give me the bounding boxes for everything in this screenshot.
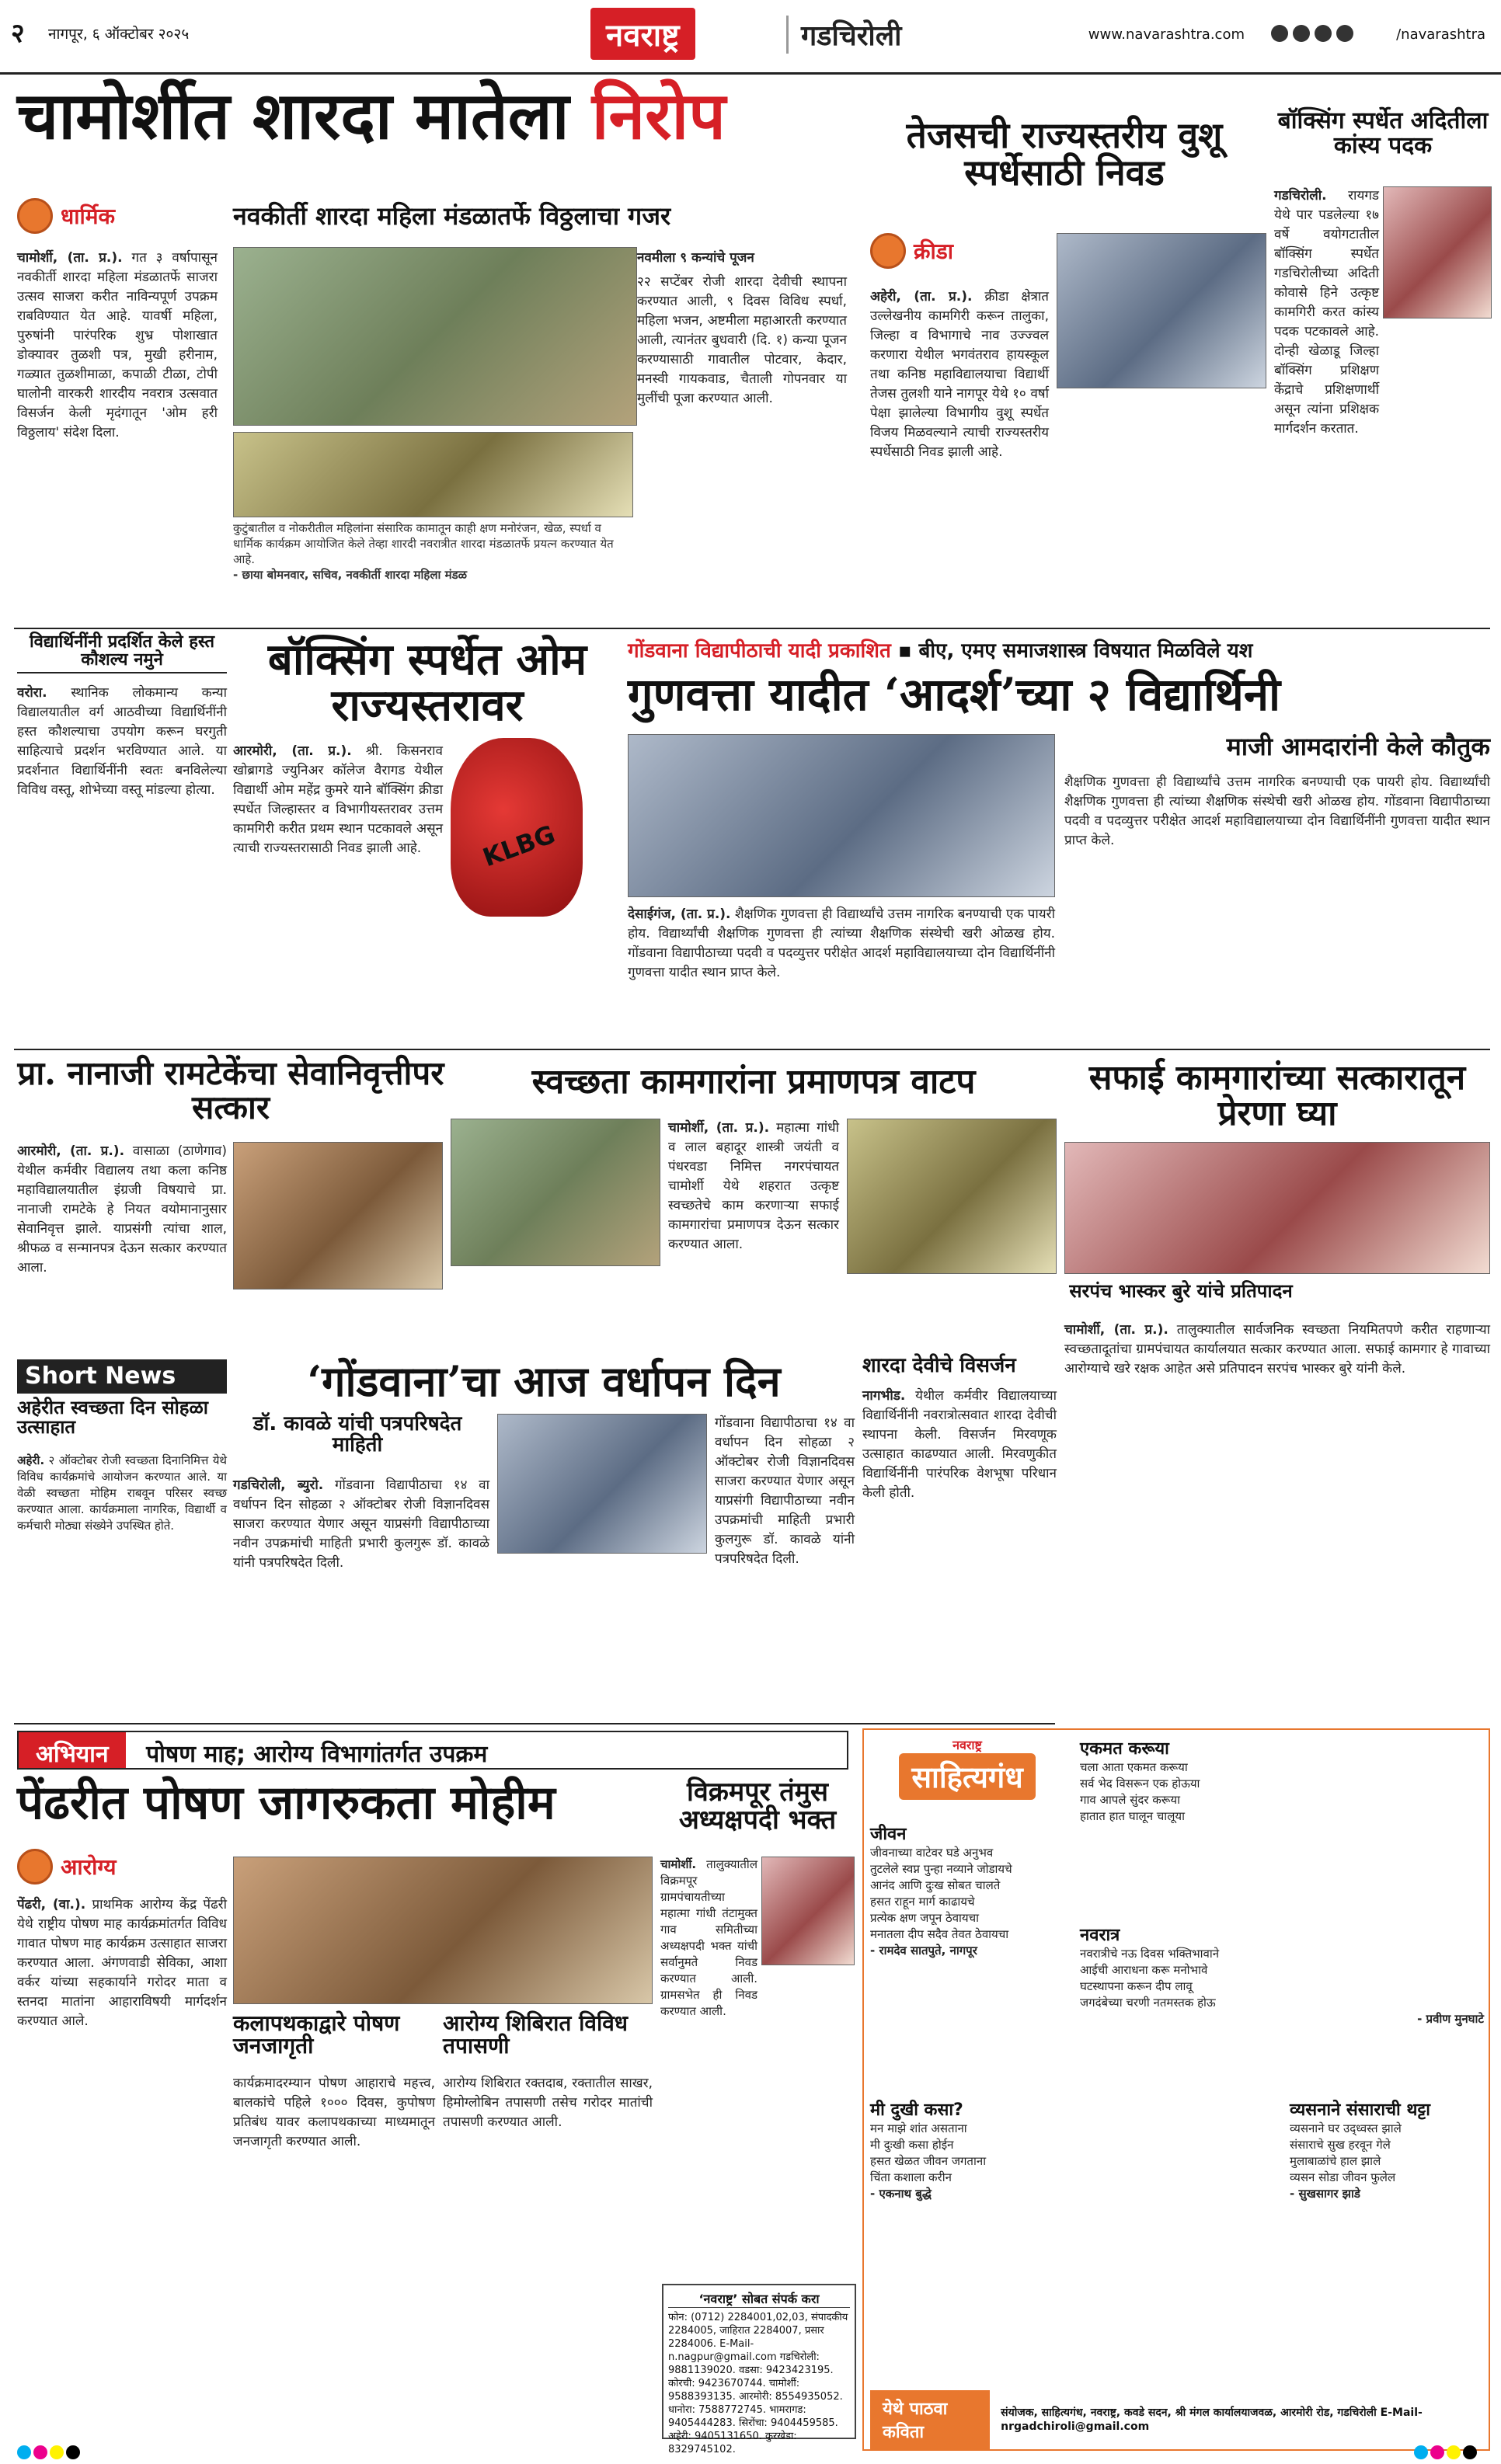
registration-marks — [17, 2445, 82, 2462]
bhakt-photo — [761, 1857, 855, 1965]
sharada-quote: कुटुंबातील व नोकरीतील महिलांना संसारिक कामातून काही क्षण मनोरंजन, खेळ, स्पर्धा व धार्मिक कार्यक्रम आयोजित केले तेव्हा शारदी नवरात्रीत शारदा मंडळातर्फे प्रयत्न करण्यात येत आहे. - छाया बोमनवार, सचिव, नवकीर्ती शारदा महिला मंडळ — [233, 521, 614, 582]
visarjan-body: नागभीड. येथील कर्मवीर विद्यालयाच्या विद्यार्थिनींनी नवरात्रोत्सवात शारदा देवीची स्थापना केली. विसर्जन मिरवणूक उत्साहात काढण्यात आली. मिरवणुकीत विद्यार्थिनींनी पारंपरिक वेशभूषा परिधान केली होती. — [862, 1388, 1057, 1501]
social-handle: /navarashtra — [1396, 26, 1485, 43]
glove-text: KLBG — [479, 819, 559, 873]
swachhata-photo-1 — [451, 1119, 660, 1266]
bhakt-body: चामोर्शी. तालुक्यातील विक्रमपूर ग्रामपंचायतीच्या महात्मा गांधी तंटामुक्त गाव समितीच्या अध्यक्षपदी भक्त यांची सर्वानुमते निवड करण्यात आली. ग्रामसभेत ही निवड करण्यात आली. — [660, 1857, 757, 2018]
poem-3: नवरात्र नवरात्रीचे नऊ दिवस भक्तिभावाने आईची आराधना करू मनोभावे घटस्थापना करून दीप लावू जगदंबेच्या चरणी नतमस्तक होऊ - प्रवीण मुनघाटे — [1080, 1926, 1484, 2026]
send-label: येथे पाठवा कविता — [870, 2390, 990, 2449]
ramteke-headline: प्रा. नानाजी रामटेकेंचा सेवानिवृत्तीपर सत्कार — [17, 1054, 444, 1127]
safai-caption: सरपंच भास्कर बुरे यांचे प्रतिपादन — [1069, 1280, 1293, 1302]
registration-marks-right — [1414, 2445, 1479, 2462]
gondwana-day-body: गडचिरोली, ब्युरो. गोंडवाना विद्यापीठाचा १४ वा वर्धापन दिन सोहळा २ ऑक्टोबर रोजी विज्ञानदिवस साजरा करण्यात येणार असून याप्रसंगी विद्यापीठाच्या नवीन उपक्रमांची माहिती प्रभारी कुलगुरू डॉ. कावळे यांनी पत्रपरिषदेत दिली. — [233, 1477, 490, 1571]
safai-photo — [1064, 1142, 1490, 1274]
visarjan-heading: शारदा देवीचे विसर्जन — [862, 1354, 1016, 1377]
sharada-subhead: नवकीर्ती शारदा महिला मंडळातर्फे विठ्ठलाचा गजर — [233, 201, 671, 231]
gondwana-body: देसाईगंज, (ता. प्र.). शैक्षणिक गुणवत्ता ही विद्यार्थ्यांचे उत्तम नागरिक बनण्याची एक पायरी होय. विद्यार्थ्यांची शैक्षणिक गुणवत्ता ही त्यांच्या शैक्षणिक संस्थेची खरी ओळख होय. गोंडवाना विद्यापीठाच्या पदवी व पदव्युत्तर परीक्षेत आदर्श महाविद्यालयाच्या दोन विद्यार्थिनींनी गुणवत्ता यादीत स्थान प्राप्त केले. — [628, 907, 1056, 980]
om-headline: बॉक्सिंग स्पर्धेत ओम राज्यस्तरावर — [267, 634, 587, 731]
gondwana-photo — [628, 734, 1055, 897]
divider — [14, 1049, 1490, 1050]
sahitya-label: साहित्यगंध — [899, 1753, 1035, 1800]
safai-headline: सफाई कामगारांच्या सत्कारातून प्रेरणा घ्या — [1088, 1058, 1466, 1134]
abhiyan-sub2: आरोग्य शिबिरात विविध तपासणी — [443, 2010, 628, 2059]
date-line: नागपूर, ६ ऑक्टोबर २०२५ — [48, 26, 190, 43]
side-body: वरोरा. स्थानिक लोकमान्य कन्या विद्यालयातील वर्ग आठवीच्या विद्यार्थिनींनी हस्त कौशल्याचा उपयोग करून घरगुती साहित्याचे प्रदर्शन भरविण्यात आले. या प्रदर्शनात विद्यार्थिनींनी स्वतः बनविलेल्या विविध वस्तू, शोभेच्या वस्तू मांडल्या होत्या. — [17, 685, 227, 798]
gondwana-day-photo — [497, 1414, 707, 1554]
health-icon — [17, 1849, 53, 1885]
abhiyan-bar — [17, 1731, 848, 1770]
gondwana-body-right: शैक्षणिक गुणवत्ता ही विद्यार्थ्यांचे उत्तम नागरिक बनण्याची एक पायरी होय. विद्यार्थ्यांची शैक्षणिक गुणवत्ता ही त्यांच्या शैक्षणिक संस्थेची खरी ओळख होय. गोंडवाना विद्यापीठाच्या पदवी व पदव्युत्तर परीक्षेत आदर्श महाविद्यालयाच्या दोन विद्यार्थिनींनी गुणवत्ता यादीत स्थान प्राप्त केले. — [1064, 774, 1490, 848]
brand-logo: नवराष्ट्र — [590, 8, 695, 60]
aditi-body: गडचिरोली. रायगड येथे पार पडलेल्या १७ वर्षे वयोगटातील बॉक्सिंग स्पर्धेत गडचिरोलीच्या अदिती कोवासे हिने उत्कृष्ट कामगिरी करत कांस्य पदक पटकावले आहे. दोन्ही खेळाडू जिल्हा बॉक्सिंग प्रशिक्षण केंद्राचे प्रशिक्षणार्थी असून त्यांना प्रशिक्षक मार्गदर्शन करतात. — [1274, 188, 1379, 437]
gondwana-headline: गुणवत्ता यादीत ‘आदर्श’च्या २ विद्यार्थिनी — [628, 668, 1281, 721]
sport-icon — [870, 233, 906, 269]
facebook-icon[interactable] — [1271, 25, 1288, 42]
aditi-headline: बॉक्सिंग स्पर्धेत अदितीला कांस्य पदक — [1277, 107, 1489, 159]
safai-body: चामोर्शी, (ता. प्र.). तालुक्यातील सार्वजनिक स्वच्छता नियमितपणे करीत राहणाऱ्या स्वच्छतादूतांचा ग्रामपंचायत कार्यालयात सत्कार करण्यात आला. सफाई कामगार हे गावाच्या आरोग्याचे खरे रक्षक आहेत असे प्रतिपादन सरपंच भास्कर बुरे यांनी केले. — [1064, 1322, 1490, 1376]
wushu-body: अहेरी, (ता. प्र.). क्रीडा क्षेत्रात उल्लेखनीय कामगिरी करून तालुका, जिल्हा व विभागाचे नाव उज्ज्वल करणारा येथील भगवंतराव हायस्कूल तथा कनिष्ठ महाविद्यालयाचा विद्यार्थी तेजस तुलशी याने नागपूर येथे १० वर्षा पेक्षा झालेल्या विभागीय वुशू स्पर्धेत विजय मिळवल्याने त्याची राज्यस्तरीय स्पर्धेसाठी निवड झाली आहे. — [870, 289, 1049, 460]
gondwana-subhead: माजी आमदारांनी केले कौतुक — [1226, 732, 1490, 761]
page-number: २ — [11, 18, 25, 49]
wushu-headline: तेजसची राज्यस्तरीय वुशू स्पर्धेसाठी निवड — [906, 114, 1223, 194]
gondwana-kicker-tail: बीए, एमए समाजशास्त्र विषयात मिळविले यश — [918, 639, 1253, 663]
contact-body: फोन: (0712) 2284001,02,03, संपादकीय 2284005, जाहिरात 2284007, प्रसार 2284006. E-Mail-n.nagpur@gmail.com गडचिरोली: 9881139020. वडसा: 9423423195. कोरची: 9423670744. चामोर्शी: 9588393135. आरमोरी: 8554935052. धानोरा: 7588772745. भामरागड: 9405444283. सिरोंचा: 9404459585. अहेरी: 9405131650. कुरखेडा: 8329745102. — [668, 2312, 848, 2455]
poem-1: जीवन जीवनाच्या वाटेवर घडे अनुभव तुटलेले स्वप्न पुन्हा नव्याने जोडायचे आनंद आणि दुःख सोबत चालते हसत राहून मार्ग काढायचे प्रत्येक क्षण जपून ठेवायचा मनातला दीप सदैव तेवत ठेवायचा - रामदेव सातपुते, नागपूर — [870, 1825, 1012, 1958]
category-dharmik: धार्मिक — [17, 198, 115, 234]
swachhata-body: चामोर्शी, (ता. प्र.). महात्मा गांधी व लाल बहादूर शास्त्री जयंती व पंधरवडा निमित्त नगरपंचायत चामोर्शी येथे शहरात उत्कृष्ट स्वच्छतेचे काम करणाऱ्या सफाई कामगारांचा प्रमाणपत्र देऊन सत्कार करण्यात आला. — [668, 1120, 839, 1252]
abhiyan-sub1: कलापथकाद्वारे पोषण जनजागृती — [233, 2010, 400, 2059]
bhakt-headline: विक्रमपूर तंमुस अध्यक्षपदी भक्त — [678, 1777, 837, 1836]
boxing-glove-image — [451, 738, 583, 917]
gondwana-day-body-right: गोंडवाना विद्यापीठाचा १४ वा वर्धापन दिन सोहळा २ ऑक्टोबर रोजी विज्ञानदिवस साजरा करण्यात येणार असून याप्रसंगी विद्यापीठाच्या नवीन उपक्रमांची माहिती प्रभारी कुलगुरू डॉ. कावळे यांनी पत्रपरिषदेत दिली. — [715, 1415, 855, 1567]
sharada-photo-1 — [233, 247, 637, 426]
poem-2: एकमत करूया चला आता एकमत करूया सर्व भेद विसरून एक होऊया गाव आपले सुंदर करूया हातात हात घालून चालूया — [1080, 1739, 1200, 1823]
abhiyan-label: अभियान — [19, 1732, 126, 1768]
instagram-icon[interactable] — [1293, 25, 1310, 42]
navami-heading: नवमीला ९ कन्यांचे पूजन — [637, 250, 754, 266]
sahitya-kicker: नवराष्ट्र — [952, 1738, 982, 1752]
gondwana-day-subhead: डॉ. कावळे यांची पत्रपरिषदेत माहिती — [252, 1412, 462, 1457]
divider — [14, 1723, 1055, 1724]
social-icons — [1271, 25, 1353, 42]
side-heading: विद्यार्थिनींनी प्रदर्शित केले हस्त कौशल्य नमुने — [17, 633, 227, 673]
masthead — [0, 0, 1501, 75]
divider — [14, 628, 1490, 629]
poem-5: व्यसनाने संसाराची थट्टा व्यसनाने घर उद्ध्वस्त झाले संसाराचे सुख हरवून गेले मुलाबाळांचे हाल झाले व्यसन सोडा जीवन फुलेल - सुखसागर झाडे — [1290, 2100, 1430, 2201]
edition-name: गडचिरोली — [786, 16, 902, 54]
contact-box — [662, 2284, 856, 2455]
send-poem-bar — [870, 2396, 1484, 2443]
swachhata-photo-2 — [847, 1119, 1057, 1274]
gondwana-kicker-row: गोंडवाना विद्यापीठाची यादी प्रकाशित ▪ बीए, एमए समाजशास्त्र विषयात मिळविले यश — [628, 639, 1253, 663]
gondwana-kicker: गोंडवाना विद्यापीठाची यादी प्रकाशित — [628, 639, 891, 663]
navami-story: नवमीला ९ कन्यांचे पूजन २२ सप्टेंबर रोजी शारदा देवीची स्थापना करण्यात आली, ९ दिवस विविध स्पर्धा, महिला भजन, अष्टमीला महाआरती करण्यात आली, त्यानंतर बुधवारी (दि. १) कन्या पूजन करण्यासाठी गावातील पोटवार, केदार, मनस्वी गायकवाड, चैताली गोपनवार या मुलींची पूजा करण्यात आली. — [637, 250, 847, 406]
poem-4: मी दुखी कसा? मन माझे शांत असताना मी दुःखी कसा होईन हसत खेळत जीवन जगताना चिंता कशाला करीन - एकनाथ बुद्धे — [870, 2100, 987, 2201]
ramteke-photo — [233, 1142, 443, 1289]
short-news-label: Short News — [17, 1359, 227, 1394]
twitter-icon[interactable] — [1315, 25, 1332, 42]
aditi-photo — [1383, 186, 1492, 318]
abhiyan-photo — [233, 1857, 653, 2004]
abhiyan-headline: पेंढरीत पोषण जागरुकता मोहीम — [17, 1776, 555, 1830]
abhiyan-body: पेंढरी, (वा.). प्राथमिक आरोग्य केंद्र पेंढरी येथे राष्ट्रीय पोषण माह कार्यक्रमांतर्गत विविध गावात पोषण माह कार्यक्रम उत्साहात साजरा करण्यात आला. अंगणवाडी सेविका, आशा वर्कर यांच्या सहकार्याने गरोदर माता व स्तनदा मातांना आहाराविषयी मार्गदर्शन करण्यात आले. — [17, 1897, 227, 2029]
sharada-photo-2 — [233, 432, 633, 517]
sharada-body: चामोर्शी, (ता. प्र.). गत ३ वर्षापासून नवकीर्ती शारदा महिला मंडळातर्फे साजरा उत्सव साजरा करीत नाविन्यपूर्ण उपक्रम राबविण्यात येत आहे. यावर्षी महिला, पुरुषांनी पारंपरिक शुभ्र पोशाखात डोक्यावर तुळशी पत्र, मुखी हरीनाम, गळ्यात तुळशीमाळा, कपाळी टीळा, टोपी घालोनी वारकरी शारदीय नवरात्र उत्सवात विसर्जन केली मृदंगातून 'ओम हरी विठ्ठलाय' संदेश दिला. — [17, 250, 218, 440]
category-krida: क्रीडा — [870, 233, 953, 269]
youtube-icon[interactable] — [1336, 25, 1353, 42]
category-icon — [17, 198, 53, 234]
sharada-headline-b: निरोप — [591, 77, 726, 154]
sharada-headline — [17, 77, 856, 154]
swachhata-headline: स्वच्छता कामगारांना प्रमाणपत्र वाटप — [531, 1062, 976, 1101]
wushu-photo — [1057, 233, 1266, 388]
abhiyan-sub2-body: आरोग्य शिबिरात रक्तदाब, रक्तातील साखर, हिमोग्लोबिन तपासणी तसेच गरोदर मातांची तपासणी करण्यात आली. — [443, 2076, 653, 2130]
om-body: आरमोरी, (ता. प्र.). श्री. किसनराव खोब्रागडे ज्युनिअर कॉलेज वैरागड येथील विद्यार्थी ओम महेंद्र कुमरे याने बॉक्सिंग क्रीडा स्पर्धेत जिल्हास्तर व विभागीयस्तरावर उत्तम कामगिरी करीत प्रथम स्थान पटकावले असून त्याची राज्यस्तरासाठी निवड झाली आहे. — [233, 743, 443, 856]
short-news-body: अहेरी. २ ऑक्टोबर रोजी स्वच्छता दिनानिमित्त येथे विविध कार्यक्रमांचे आयोजन करण्यात आले. या वेळी स्वच्छता मोहिम राबवून परिसर स्वच्छ करण्यात आला. कार्यक्रमाला नागरिक, विद्यार्थी व कर्मचारी मोठ्या संख्येने उपस्थित होते. — [17, 1453, 227, 1533]
gondwana-day-headline: ‘गोंडवाना’चा आज वर्धापन दिन — [307, 1356, 781, 1406]
website-link[interactable]: www.navarashtra.com — [1088, 26, 1245, 43]
sharada-headline-a: चामोर्शीत शारदा मातेला — [17, 77, 569, 154]
short-news-heading: अहेरीत स्वच्छता दिन सोहळा उत्साहात — [17, 1397, 209, 1439]
contact-title: ‘नवराष्ट्र’ सोबत संपर्क करा — [668, 2290, 850, 2308]
abhiyan-kicker: पोषण माह; आरोग्य विभागांतर्गत उपक्रम — [146, 1741, 488, 1768]
category-arogya: आरोग्य — [17, 1849, 116, 1885]
abhiyan-sub1-body: कार्यक्रमादरम्यान पोषण आहाराचे महत्त्व, बालकांचे पहिले १००० दिवस, कुपोषण प्रतिबंध यावर कलापथकाच्या माध्यमातून जनजागृती करण्यात आली. — [233, 2076, 435, 2149]
send-address: संयोजक, साहित्यगंध, नवराष्ट्र, कवडे सदन, श्री मंगल कार्यालयाजवळ, आरमोरी रोड, गडचिरोली E-Mail-nrgadchiroli@gmail.com — [1001, 2407, 1423, 2433]
sahitya-logo — [870, 1736, 1064, 1814]
ramteke-body: आरमोरी, (ता. प्र.). वासाळा (ठाणेगाव) येथील कर्मवीर विद्यालय तथा कला कनिष्ठ महाविद्यालयातील इंग्रजी विषयाचे प्रा. नानाजी रामटेके हे नियत वयोमानानुसार सेवानिवृत्त झाले. याप्रसंगी त्यांचा शाल, श्रीफळ व सन्मानपत्र देऊन सत्कार करण्यात आला. — [17, 1143, 227, 1276]
